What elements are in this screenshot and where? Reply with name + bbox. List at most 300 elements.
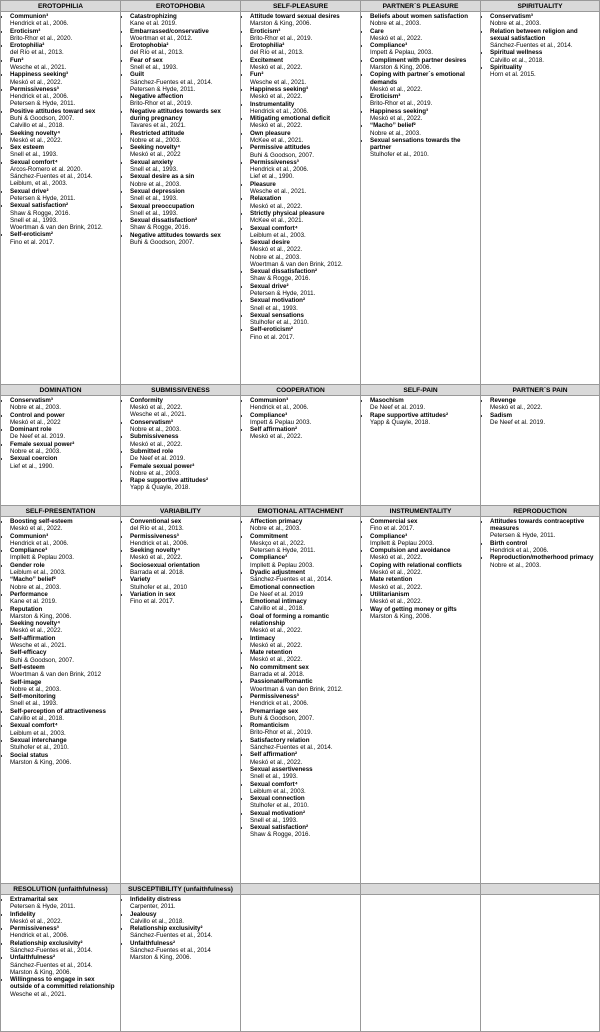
item-reference: Stulhofer et al., 2010. xyxy=(250,319,309,327)
item-term: Compliance³ xyxy=(10,547,48,555)
item-term: Sexual satisfaction² xyxy=(250,824,309,832)
item-term: Birth control xyxy=(490,539,528,547)
list-item xyxy=(10,562,118,576)
list-item xyxy=(250,722,358,736)
item-term: Sexual desire as a sin xyxy=(130,173,195,181)
item-reference: Sánchez-Fuentes et al., 2014. xyxy=(10,961,93,969)
column-header: COOPERATION xyxy=(240,384,361,396)
item-reference: Buhi & Goodson, 2007. xyxy=(10,656,74,664)
item-reference: Wesche et al., 2021. xyxy=(250,187,307,195)
item-term: Sexual motivation² xyxy=(250,809,306,817)
category-cell xyxy=(240,12,361,385)
item-reference: Buhi & Goodson, 2007. xyxy=(250,151,314,159)
item-reference: Meskó et al., 2022. xyxy=(250,246,303,254)
item-reference: Meskó et al., 2022. xyxy=(370,554,423,562)
item-reference: Nobre et al., 2003. xyxy=(10,447,61,455)
item-term: Infidelity xyxy=(10,910,36,918)
item-reference: Nobre et al., 2003. xyxy=(10,685,61,693)
list-item xyxy=(250,533,358,555)
item-reference: Calvillo et al., 2018. xyxy=(10,122,64,130)
list-item xyxy=(10,57,118,71)
item-term: Relation between religion and sexual satisfaction xyxy=(490,27,578,42)
item-term: Self affirmation² xyxy=(250,426,298,434)
item-reference: Meskó et al., 2022. xyxy=(10,917,63,925)
item-term: Eroticism³ xyxy=(250,27,281,35)
item-reference: Meskó et al., 2022. xyxy=(250,202,303,210)
item-reference: Stulhofer et al., 2010. xyxy=(10,744,69,752)
list-item xyxy=(250,239,358,268)
item-term: Happiness seeking³ xyxy=(10,71,69,79)
item-term: Sexual sensations towards the partner xyxy=(370,136,461,152)
item-reference: Calvillo et al., 2018. xyxy=(130,917,184,925)
item-term: Eroticism³ xyxy=(10,27,41,35)
item-list xyxy=(5,13,118,246)
list-item xyxy=(10,108,118,130)
list-item xyxy=(10,547,118,561)
item-reference: Kane et al. 2019. xyxy=(130,20,177,28)
item-term: Relationship exclusivity² xyxy=(130,925,203,933)
item-term: Way of getting money or gifts xyxy=(370,605,457,613)
list-item xyxy=(370,137,478,159)
item-list xyxy=(245,13,358,341)
list-item xyxy=(10,649,118,663)
item-term: Instrumentality xyxy=(250,100,295,108)
list-item xyxy=(10,940,118,954)
item-reference: del Río et al., 2013. xyxy=(130,49,184,57)
item-reference: Brito-Rhor et al., 2019. xyxy=(130,100,193,108)
item-reference: Meskó et al., 2022. xyxy=(370,598,423,606)
list-item xyxy=(130,533,238,547)
item-term: Gender role xyxy=(10,561,45,569)
list-item xyxy=(250,554,358,568)
list-item xyxy=(250,159,358,181)
list-item xyxy=(130,463,238,477)
column-header: PARTNER´S PLEASURE xyxy=(360,0,481,12)
item-term: Emotional intimacy xyxy=(250,598,307,606)
list-item xyxy=(250,312,358,326)
list-item xyxy=(10,426,118,440)
column-header xyxy=(480,883,600,895)
list-item xyxy=(370,518,478,532)
item-reference: Sánchez-Fuentes et al., 2014. xyxy=(10,946,93,954)
item-term: Beliefs about women satisfaction xyxy=(370,13,468,20)
category-cell xyxy=(480,396,600,506)
item-term: Communion³ xyxy=(10,532,49,540)
item-reference: De Neef et al. 2019. xyxy=(490,418,546,426)
item-reference: Snell et al., 1993. xyxy=(10,216,58,224)
item-reference: Woertman & van den Brink, 2012. xyxy=(10,223,103,231)
item-reference: Marston & King, 2006. xyxy=(370,63,432,71)
item-term: Sexual coercion xyxy=(10,455,58,463)
item-term: Compliance³ xyxy=(370,42,408,50)
list-item xyxy=(10,576,118,590)
list-item xyxy=(130,576,238,590)
item-reference: Meskó et al., 2022. xyxy=(370,568,423,576)
item-term: Submissiveness xyxy=(130,433,179,441)
category-cell xyxy=(480,12,600,385)
item-reference: Fino et al. 2017. xyxy=(250,333,295,341)
list-item xyxy=(250,781,358,795)
item-term: Guilt xyxy=(130,71,145,79)
item-reference: Brito-Rhor et al., 2020. xyxy=(10,34,73,42)
list-item xyxy=(10,679,118,693)
item-reference: Meskó et al., 2022. xyxy=(130,554,183,562)
item-term: Communion³ xyxy=(250,397,289,404)
item-reference: Petersen & Hyde, 2011. xyxy=(10,903,76,911)
list-item xyxy=(250,678,358,692)
item-term: Catastrophizing xyxy=(130,13,177,20)
item-term: Fun² xyxy=(250,71,264,79)
item-list xyxy=(5,896,118,998)
list-item xyxy=(250,86,358,100)
list-item xyxy=(250,42,358,56)
column-header: RESOLUTION (unfaithfulness) xyxy=(0,883,121,895)
list-item xyxy=(10,737,118,751)
column-header: SPIRITUALITY xyxy=(480,0,600,12)
item-term: Seeking novelty⁴ xyxy=(10,620,61,628)
item-reference: Hendrick et al., 2006. xyxy=(250,166,309,174)
item-reference: Nobre et al., 2003. xyxy=(130,180,181,188)
item-term: Sexual dissatisfaction² xyxy=(130,217,198,225)
item-reference: Meskó et al., 2022 xyxy=(10,418,61,426)
list-item xyxy=(10,620,118,634)
item-term: Spirituality xyxy=(490,63,522,71)
list-item xyxy=(130,433,238,447)
item-reference: Petersen & Hyde, 2011. xyxy=(10,194,76,202)
list-item xyxy=(130,547,238,561)
list-item xyxy=(130,518,238,532)
item-reference: Nobre et al., 2003. xyxy=(490,561,541,569)
item-reference: Meskó et al., 2022. xyxy=(130,440,183,448)
item-reference: De Neef et al. 2019. xyxy=(130,455,186,463)
list-item xyxy=(10,412,118,426)
list-item xyxy=(10,455,118,469)
item-term: Restricted attitude xyxy=(130,129,185,137)
item-term: Female sexual power² xyxy=(10,440,75,448)
item-reference: Shaw & Rogge, 2016. xyxy=(250,275,311,283)
item-term: Happiness seeking³ xyxy=(370,107,429,115)
list-item xyxy=(10,976,118,998)
item-term: Compliance³ xyxy=(250,554,288,562)
column-header: INSTRUMENTALITY xyxy=(360,505,481,517)
item-term: Conformity xyxy=(130,397,163,404)
item-term: Sexual connection xyxy=(250,795,305,803)
list-item xyxy=(10,188,118,202)
list-item xyxy=(130,144,238,158)
list-item xyxy=(10,441,118,455)
item-reference: Yapp & Quayle, 2018. xyxy=(370,418,431,426)
item-reference: Buhi & Goodson, 2007. xyxy=(130,238,194,246)
category-cell xyxy=(480,895,600,1032)
item-reference: Wesche et al., 2021. xyxy=(10,63,67,71)
item-reference: Hendrick et al., 2006. xyxy=(490,547,549,554)
item-reference: Snell et al., 1993. xyxy=(10,700,58,708)
item-term: Sexual anxiety xyxy=(130,158,173,166)
list-item xyxy=(130,477,238,491)
list-item xyxy=(130,57,238,71)
item-list xyxy=(5,518,118,766)
item-reference: Nobre et al., 2003. xyxy=(130,426,181,433)
item-term: Passionate/Romantic xyxy=(250,678,313,686)
item-term: Erotophilia² xyxy=(10,42,45,50)
item-reference: Petersen & Hyde, 2011. xyxy=(250,289,316,297)
list-item xyxy=(250,268,358,282)
item-reference: De Neef et al. 2019. xyxy=(10,433,66,441)
list-item xyxy=(130,925,238,939)
item-reference: Brito-Rhor et al., 2019. xyxy=(250,34,313,42)
item-reference: Sánchez-Fuentes et al., 2014. xyxy=(250,576,333,584)
list-item xyxy=(10,71,118,85)
category-cell xyxy=(0,396,121,506)
column-header: EROTOPHOBIA xyxy=(120,0,241,12)
item-reference: Woertman & van den Brink, 2012 xyxy=(10,671,102,679)
item-term: Sexual motivation² xyxy=(250,297,306,305)
item-term: Conservatism³ xyxy=(10,397,53,404)
item-reference: Hendrick et al., 2006. xyxy=(250,404,309,412)
item-term: Permissive attitudes xyxy=(250,144,311,152)
item-term: Negative attitudes towards sex xyxy=(130,231,221,239)
item-reference: Petersen & Hyde, 2011. xyxy=(10,100,76,108)
column-header xyxy=(360,883,481,895)
list-item xyxy=(250,810,358,824)
list-item xyxy=(130,108,238,130)
item-reference: Impllett & Peplau 2003. xyxy=(370,539,434,547)
item-term: Self-efficacy xyxy=(10,649,47,657)
list-item xyxy=(370,93,478,107)
list-item xyxy=(370,57,478,71)
item-term: Compliance³ xyxy=(250,411,288,419)
item-term: Self-image xyxy=(10,678,42,686)
item-reference: Sánchez-Fuentes et al., 2014 xyxy=(130,946,211,954)
item-term: Satisfactory relation xyxy=(250,736,310,744)
column-header: SELF-PRESENTATION xyxy=(0,505,121,517)
item-reference: Marston & King, 2006. xyxy=(130,954,192,962)
item-list xyxy=(125,896,238,961)
category-cell xyxy=(120,12,241,385)
item-reference: Sánchez-Fuentes et al., 2014. xyxy=(250,743,333,751)
item-reference: Petersen & Hyde, 2011. xyxy=(490,532,556,540)
item-term: Rape supportive attitudes² xyxy=(370,411,449,419)
list-item xyxy=(10,708,118,722)
item-term: Submitted role xyxy=(130,447,174,455)
item-reference: Impllett & Peplau 2003. xyxy=(250,561,314,569)
item-reference: Calvillo et al., 2018. xyxy=(10,714,64,722)
item-term: Conservatism³ xyxy=(490,13,533,20)
item-reference: Nobre et al., 2003. xyxy=(490,20,541,28)
list-item xyxy=(250,130,358,144)
list-item xyxy=(250,708,358,722)
item-reference: Carpenter, 2011. xyxy=(130,903,176,911)
list-item xyxy=(10,144,118,158)
list-item xyxy=(250,766,358,780)
item-term: Relaxation xyxy=(250,195,282,203)
item-reference: De Neef et al. 2019 xyxy=(250,590,304,598)
list-item xyxy=(130,448,238,462)
item-term: Extramarital sex xyxy=(10,896,58,903)
list-item xyxy=(370,42,478,56)
item-reference: McKee et al., 2021. xyxy=(250,217,304,225)
item-list xyxy=(245,518,358,839)
item-term: Variation in sex xyxy=(130,590,176,598)
item-reference: Meskó et al., 2022. xyxy=(250,433,303,441)
item-term: Sexual satisfaction² xyxy=(10,202,69,210)
item-reference: Meskó et al., 2022. xyxy=(250,627,303,635)
item-reference: Marston & King, 2006. xyxy=(10,758,72,766)
item-reference: Snell et al., 1993. xyxy=(250,816,298,824)
item-reference: Lief et al., 1990. xyxy=(10,462,55,470)
item-reference: Stulhofer et al., 2010. xyxy=(370,151,429,159)
item-term: Spiritual wellness xyxy=(490,49,543,57)
item-reference: Meskó et al., 2022. xyxy=(10,627,63,635)
list-item xyxy=(250,518,358,532)
column-header: SELF-PAIN xyxy=(360,384,481,396)
item-term: Erotophilia² xyxy=(250,42,285,50)
item-reference: Meskó et al., 2022 xyxy=(130,151,181,159)
item-term: Sexual depression xyxy=(130,187,185,195)
item-term: Conservatism³ xyxy=(130,418,173,426)
list-item xyxy=(250,598,358,612)
column-header: SUBMISSIVENESS xyxy=(120,384,241,396)
list-item xyxy=(10,13,118,27)
list-item xyxy=(250,824,358,838)
item-reference: Nobre et al., 2003. xyxy=(130,136,181,144)
item-reference: Tavares et al., 2021. xyxy=(130,122,186,130)
item-term: Permissiveness³ xyxy=(250,158,299,166)
item-term: Dyadic adjustment xyxy=(250,568,306,576)
list-item xyxy=(10,752,118,766)
item-term: Permissiveness³ xyxy=(10,85,59,93)
item-reference: Nobre et al., 2003. xyxy=(10,583,61,591)
list-item xyxy=(250,225,358,239)
item-term: Boosting self-esteem xyxy=(10,518,73,525)
item-term: Happiness seeking³ xyxy=(250,85,309,93)
list-item xyxy=(370,591,478,605)
list-item xyxy=(10,722,118,736)
item-term: “Macho” belief² xyxy=(10,576,56,584)
category-cell xyxy=(240,895,361,1032)
list-item xyxy=(250,195,358,209)
list-item xyxy=(370,576,478,590)
category-cell xyxy=(0,517,121,884)
item-term: Permissiveness³ xyxy=(130,532,179,540)
list-item xyxy=(10,896,118,910)
item-list xyxy=(245,397,358,441)
item-term: Sexual dissatisfaction² xyxy=(250,268,318,276)
item-term: Eroticism³ xyxy=(370,93,401,101)
list-item xyxy=(250,635,358,649)
item-term: Compulsion and avoidance xyxy=(370,547,451,555)
item-term: No commitment sex xyxy=(250,663,309,671)
list-item xyxy=(370,397,478,411)
item-reference: Fino et al. 2017. xyxy=(10,238,55,246)
column-header: EMOTIONAL ATTACHMENT xyxy=(240,505,361,517)
item-term: Sexual drive² xyxy=(250,282,289,290)
item-term: Reputation xyxy=(10,605,43,613)
item-term: Seeking novelty⁴ xyxy=(130,144,181,152)
item-reference: Calvillo et al., 2018. xyxy=(250,605,304,613)
category-cell xyxy=(360,895,481,1032)
column-header: VARIABILITY xyxy=(120,505,241,517)
item-term: Fun² xyxy=(10,56,24,64)
item-term: Self-eroticism² xyxy=(250,326,293,334)
item-reference: Barrada et al. 2018. xyxy=(250,670,305,678)
item-reference: Meskó et al., 2022. xyxy=(370,85,423,93)
column-header: PARTNER´S PAIN xyxy=(480,384,600,396)
list-item xyxy=(490,397,597,411)
item-reference: Marston & King, 2006. xyxy=(370,612,432,620)
item-term: Goal of forming a romantic relationship xyxy=(250,612,330,627)
item-term: Sexual comfort⁴ xyxy=(10,722,58,730)
list-item xyxy=(250,426,358,440)
item-reference: Snell et al., 1993. xyxy=(130,195,178,203)
item-term: Unfaithfulness² xyxy=(130,939,176,947)
item-term: Erotophobia² xyxy=(130,42,169,50)
item-list xyxy=(365,397,478,426)
item-term: Excitement xyxy=(250,56,284,64)
item-reference: Shaw & Rogge, 2016. xyxy=(250,831,311,839)
item-list xyxy=(485,518,597,569)
item-reference: Yapp & Quayle, 2018. xyxy=(130,484,191,492)
list-item xyxy=(370,606,478,620)
list-item xyxy=(130,188,238,202)
list-item xyxy=(130,591,238,605)
item-term: Attitude toward sexual desires xyxy=(250,13,340,20)
list-item xyxy=(10,518,118,532)
list-item xyxy=(130,130,238,144)
item-reference: Fino et al. 2017. xyxy=(370,525,415,533)
list-item xyxy=(10,42,118,56)
item-term: Variety xyxy=(130,576,151,584)
item-term: Sex esteem xyxy=(10,144,45,152)
item-term: Sexual desire xyxy=(250,239,290,247)
item-reference: Barrada et al. 2018. xyxy=(130,568,185,576)
item-term: Negative attitudes towards sex during pregnancy xyxy=(130,107,221,122)
list-item xyxy=(10,231,118,245)
item-term: Sexual assertiveness xyxy=(250,765,313,773)
item-reference: Stulhofer et al., 2010. xyxy=(250,802,309,810)
list-item xyxy=(250,101,358,115)
item-reference: Hendrick et al., 2006. xyxy=(10,20,69,28)
list-item xyxy=(250,57,358,71)
item-reference: Leiblum, et al., 2003. xyxy=(10,180,68,188)
category-cell xyxy=(360,12,481,385)
item-term: Self-eroticism² xyxy=(10,231,53,239)
list-item xyxy=(130,562,238,576)
list-item xyxy=(250,283,358,297)
item-list xyxy=(365,518,478,620)
item-term: Intimacy xyxy=(250,634,276,642)
item-term: Strictly physical pleasure xyxy=(250,209,325,217)
item-reference: Nobre et al., 2003. xyxy=(370,129,421,137)
item-reference: Horn et al. 2015. xyxy=(490,71,536,79)
item-term: “Macho” belief² xyxy=(370,122,416,130)
list-item xyxy=(10,202,118,231)
item-reference: Meskó et al., 2022. xyxy=(10,78,63,86)
item-reference: De Neef et al. 2019. xyxy=(370,404,426,412)
item-reference: Snell et al., 1993. xyxy=(130,63,178,71)
list-item xyxy=(10,86,118,108)
item-term: Commercial sex xyxy=(370,518,418,525)
item-reference: Hendrick et al., 2006. xyxy=(10,539,69,547)
list-item xyxy=(10,693,118,707)
item-list xyxy=(485,397,597,426)
list-item xyxy=(250,210,358,224)
item-reference: Impett & Peplau 2003. xyxy=(250,418,312,426)
item-reference: Meskço et al., 2022. xyxy=(250,539,306,547)
item-reference: Hendrick et al., 2006. xyxy=(250,700,309,708)
list-item xyxy=(250,412,358,426)
item-term: Sexual comfort⁴ xyxy=(250,224,298,232)
